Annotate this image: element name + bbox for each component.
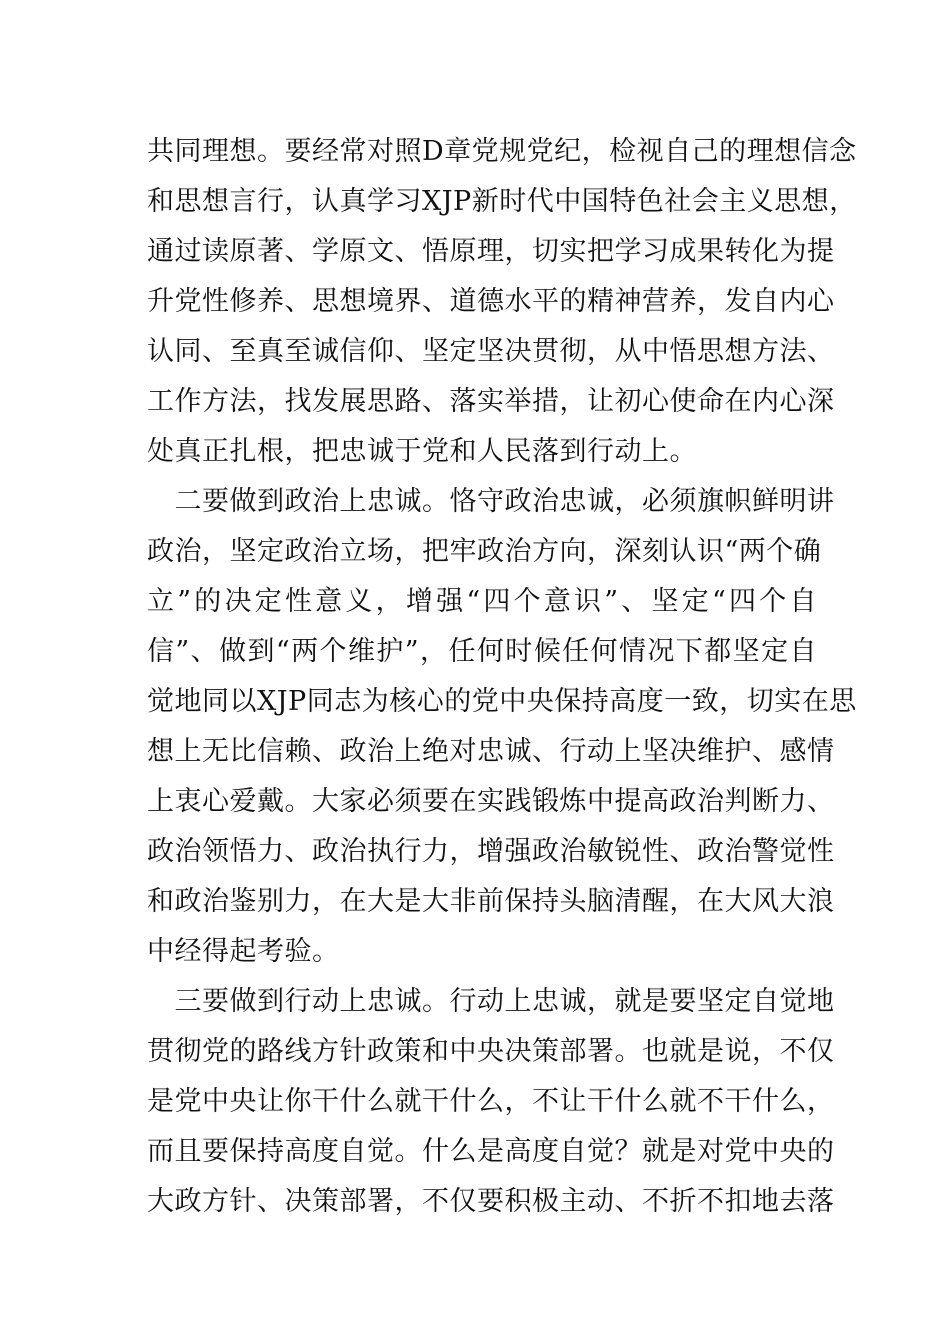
paragraph-start-line: 二要做到政治上忠诚。恪守政治忠诚，必须旗帜鲜明讲	[147, 486, 835, 517]
text-line: 大政方针、决策部署，不仅要积极主动、不折不扣地去落	[147, 1186, 835, 1217]
text-line: 觉地同以XJP同志为核心的党中央保持高度一致，切实在思	[147, 686, 857, 717]
text-line: 共同理想。要经常对照D章党规党纪，检视自己的理想信念	[147, 136, 857, 167]
text-line: 立”的决定性意义，增强“四个意识”、坚定“四个自	[147, 586, 817, 617]
text-line: 信”、做到“两个维护”，任何时候任何情况下都坚定自	[147, 636, 817, 667]
text-line: 贯彻党的路线方针政策和中央决策部署。也就是说，不仅	[147, 1036, 835, 1067]
text-line: 处真正扎根，把忠诚于党和人民落到行动上。	[147, 436, 697, 467]
text-line: 和政治鉴别力，在大是大非前保持头脑清醒，在大风大浪	[147, 886, 835, 917]
text-line: 上衷心爱戴。大家必须要在实践锻炼中提高政治判断力、	[147, 786, 835, 817]
text-line: 通过读原著、学原文、悟原理，切实把学习成果转化为提	[147, 236, 835, 267]
text-line: 而且要保持高度自觉。什么是高度自觉？就是对党中央的	[147, 1136, 835, 1167]
text-line: 政治，坚定政治立场，把牢政治方向，深刻认识“两个确	[147, 536, 822, 567]
text-line: 政治领悟力、政治执行力，增强政治敏锐性、政治警觉性	[147, 836, 835, 867]
text-line: 工作方法，找发展思路、落实举措，让初心使命在内心深	[147, 386, 835, 417]
text-line: 认同、至真至诚信仰、坚定坚决贯彻，从中悟思想方法、	[147, 336, 835, 367]
text-line: 和思想言行，认真学习XJP新时代中国特色社会主义思想，	[147, 186, 857, 217]
text-line: 是党中央让你干什么就干什么，不让干什么就不干什么，	[147, 1086, 835, 1117]
paragraph-start-line: 三要做到行动上忠诚。行动上忠诚，就是要坚定自觉地	[147, 986, 835, 1017]
text-line: 中经得起考验。	[147, 936, 340, 967]
text-line: 升党性修养、思想境界、道德水平的精神营养，发自内心	[147, 286, 835, 317]
text-line: 想上无比信赖、政治上绝对忠诚、行动上坚决维护、感情	[147, 736, 835, 767]
